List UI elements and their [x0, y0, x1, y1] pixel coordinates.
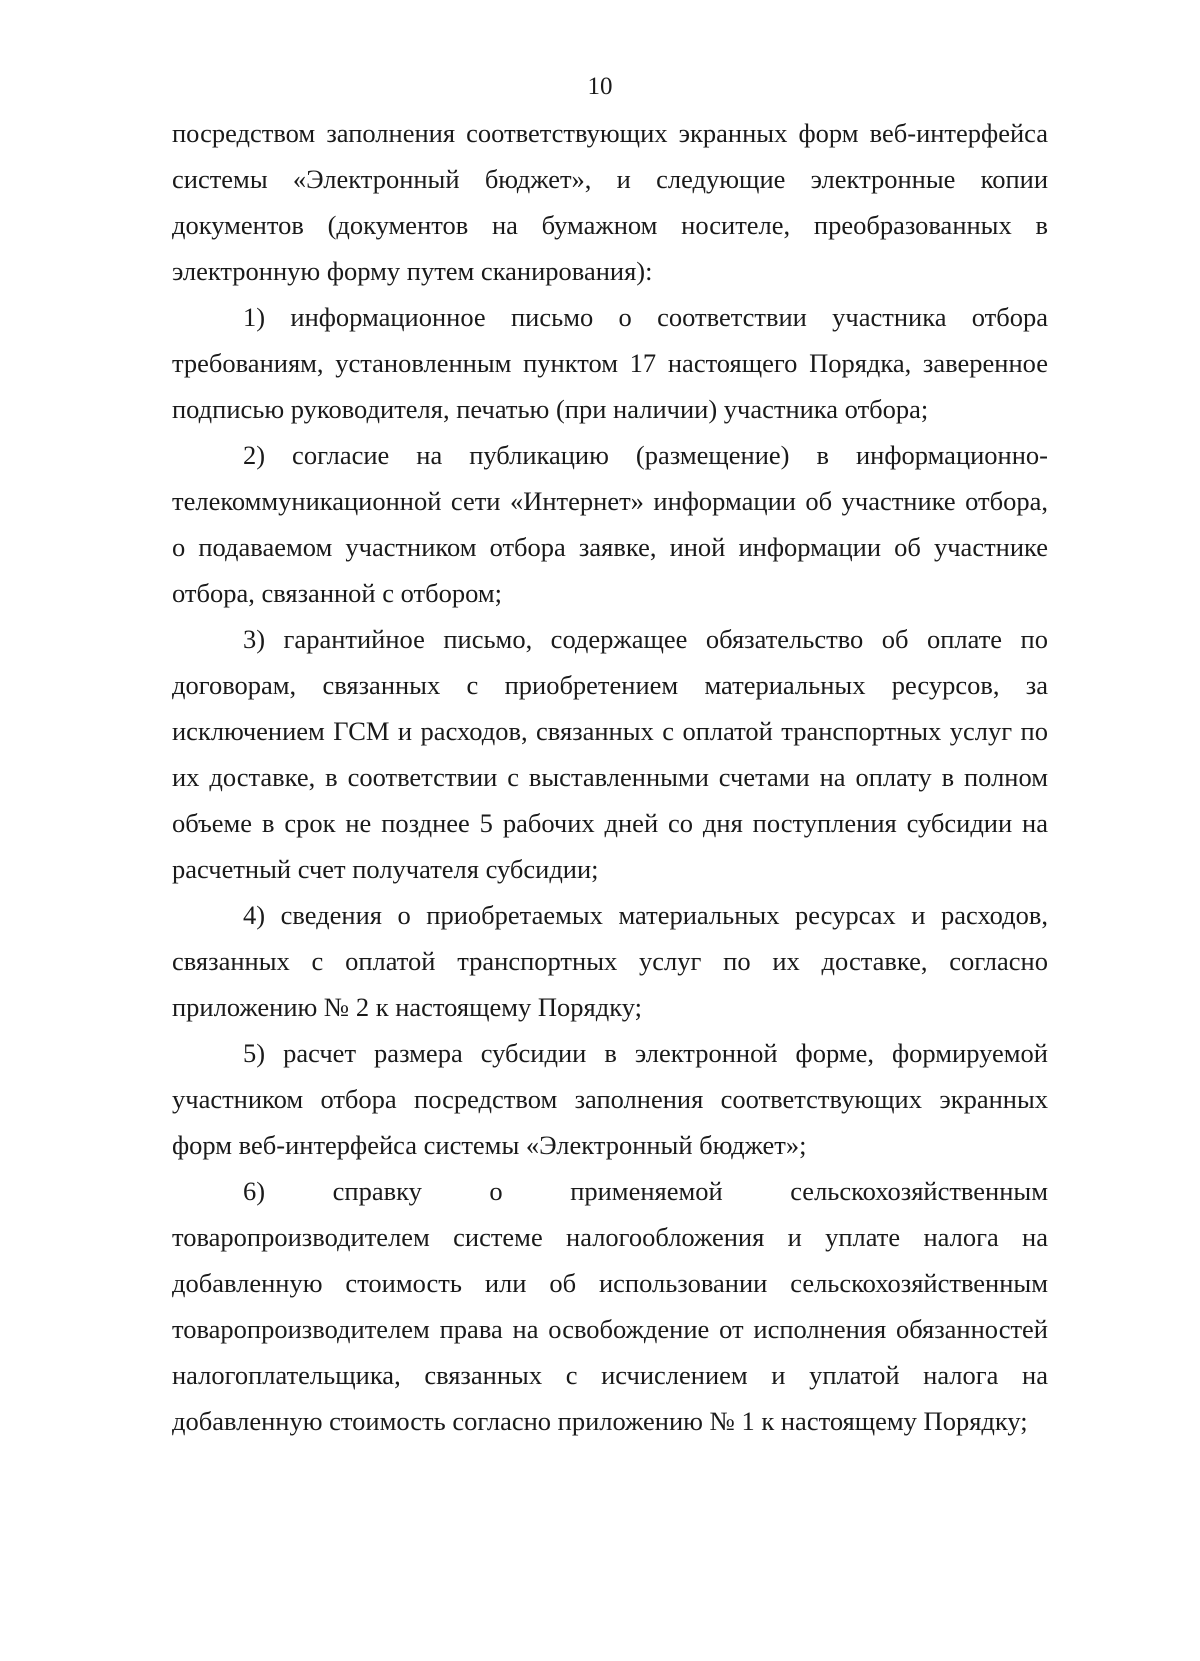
page-number: 10: [587, 73, 613, 100]
paragraph-intro: посредством заполнения соответствующих экранных форм веб-интерфейса системы «Электронный бюджет», и следующие электронные копии документов (документов на бумажном носителе, преобразованных в электронную форму путем сканирования):: [172, 118, 1048, 286]
document-body: [172, 110, 1048, 1444]
list-item-1: 1) информационное письмо о соответствии участника отбора требованиям, установленным пунктом 17 настоящего Порядка, заверенное подписью руководителя, печатью (при наличии) участника отбора;: [172, 302, 1048, 424]
list-item-2: 2) согласие на публикацию (размещение) в информационно-телекоммуникационной сети «Интернет» информации об участнике отбора, о подаваемом участником отбора заявке, иной информации об участнике отбора, связанной с отбором;: [172, 440, 1048, 608]
list-item-3: 3) гарантийное письмо, содержащее обязательство об оплате по договорам, связанных с приобретением материальных ресурсов, за исключением ГСМ и расходов, связанных с оплатой транспортных услуг по их доставке, в соответствии с выставленными счетами на оплату в полном объеме в срок не позднее 5 рабочих дней со дня поступления субсидии на расчетный счет получателя субсидии;: [172, 624, 1048, 884]
list-item-5: 5) расчет размера субсидии в электронной форме, формируемой участником отбора посредством заполнения соответствующих экранных форм веб-интерфейса системы «Электронный бюджет»;: [172, 1038, 1048, 1160]
list-item-4: 4) сведения о приобретаемых материальных ресурсах и расходов, связанных с оплатой транспортных услуг по их доставке, согласно приложению № 2 к настоящему Порядку;: [172, 900, 1048, 1022]
list-item-6: 6) справку о применяемой сельскохозяйственным товаропроизводителем системе налогообложения и уплате налога на добавленную стоимость или об использовании сельскохозяйственным товаропроизводителем права на освобождение от исполнения обязанностей налогоплательщика, связанных с исчислением и уплатой налога на добавленную стоимость согласно приложению № 1 к настоящему Порядку;: [172, 1176, 1048, 1436]
